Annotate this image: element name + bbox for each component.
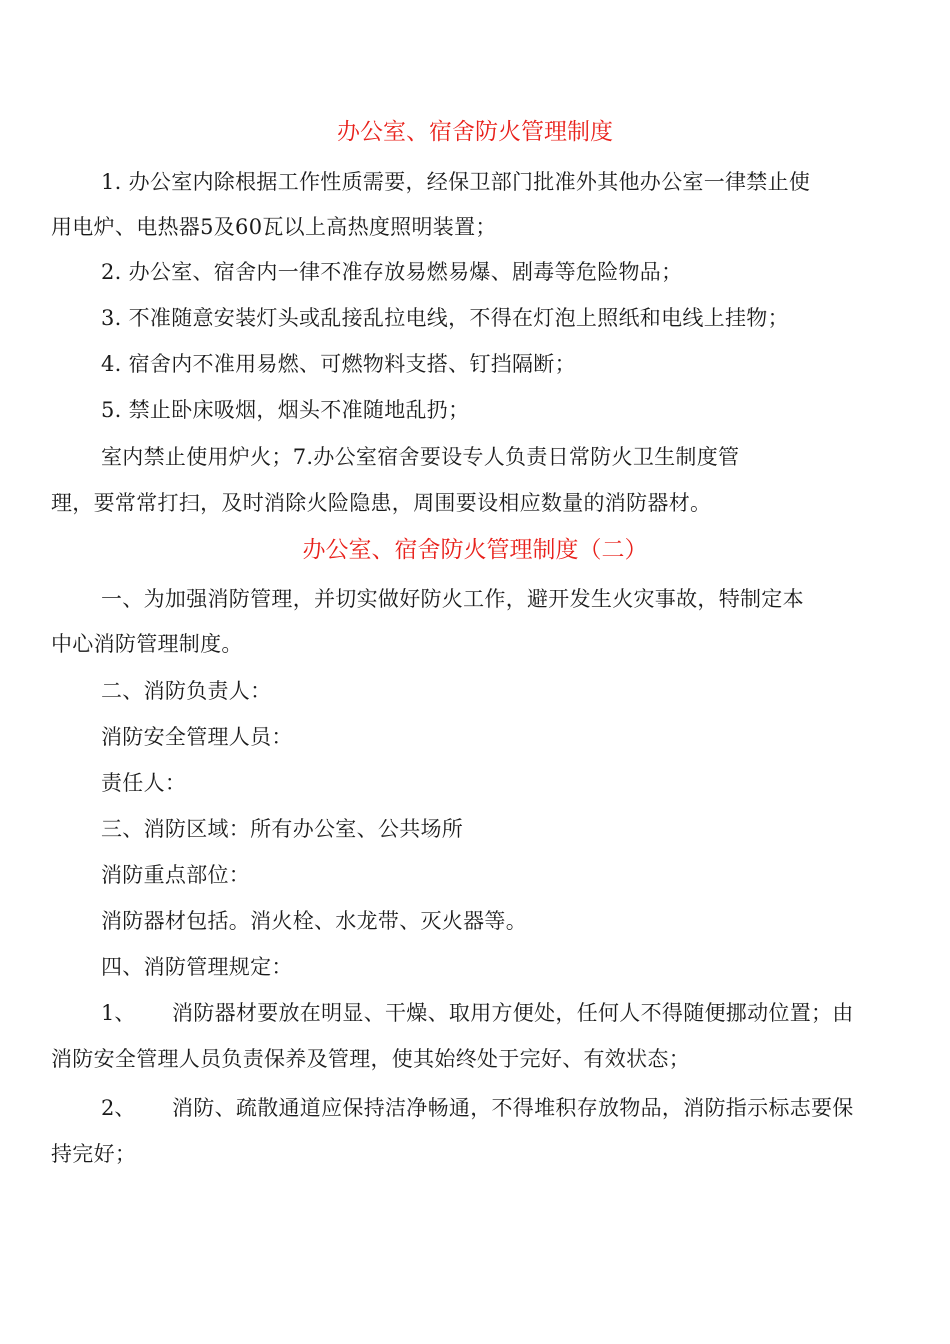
list-item-number: 2、 — [101, 1096, 136, 1120]
paragraph-line: 3. 不准随意安装灯头或乱接乱拉电线，不得在灯泡上照纸和电线上挂物； — [101, 306, 789, 330]
paragraph-line: 消防安全管理人员： — [101, 725, 293, 749]
paragraph-line: 消防重点部位： — [101, 863, 251, 887]
paragraph-line: 中心消防管理制度。 — [51, 632, 243, 656]
paragraph-line: 三、消防区域：所有办公室、公共场所 — [101, 817, 464, 841]
paragraph-line: 5. 禁止卧床吸烟，烟头不准随地乱扔； — [101, 398, 470, 422]
paragraph-line: 四、消防管理规定： — [101, 955, 293, 979]
list-item-number: 1、 — [101, 1001, 136, 1025]
paragraph-line: 1. 办公室内除根据工作性质需要，经保卫部门批准外其他办公室一律禁止使 — [101, 170, 811, 194]
paragraph-line: 二、消防负责人： — [101, 679, 272, 703]
list-item-continuation: 持完好； — [51, 1142, 137, 1166]
section2-title: 办公室、宿舍防火管理制度（二） — [302, 537, 648, 563]
paragraph-line: 4. 宿舍内不准用易燃、可燃物料支搭、钉挡隔断； — [101, 352, 576, 376]
paragraph-line: 一、为加强消防管理，并切实做好防火工作，避开发生火灾事故，特制定本 — [101, 587, 804, 611]
paragraph-line: 责任人： — [101, 771, 187, 795]
paragraph-line: 用电炉、电热器5及60瓦以上高热度照明装置； — [51, 215, 497, 239]
paragraph-line: 室内禁止使用炉火；7.办公室宿舍要设专人负责日常防火卫生制度管 — [101, 445, 740, 469]
list-item-continuation: 消防安全管理人员负责保养及管理，使其始终处于完好、有效状态； — [51, 1047, 690, 1071]
paragraph-line: 消防器材包括。消火栓、水龙带、灭火器等。 — [101, 909, 527, 933]
section1-title: 办公室、宿舍防火管理制度 — [337, 119, 613, 145]
paragraph-line: 2. 办公室、宿舍内一律不准存放易燃易爆、剧毒等危险物品； — [101, 260, 683, 284]
list-item-text: 消防、疏散通道应保持洁净畅通，不得堆积存放物品，消防指示标志要保 — [172, 1096, 854, 1120]
paragraph-line: 理，要常常打扫，及时消除火险隐患，周围要设相应数量的消防器材。 — [51, 491, 712, 515]
list-item-text: 消防器材要放在明显、干燥、取用方便处，任何人不得随便挪动位置；由 — [172, 1001, 854, 1025]
